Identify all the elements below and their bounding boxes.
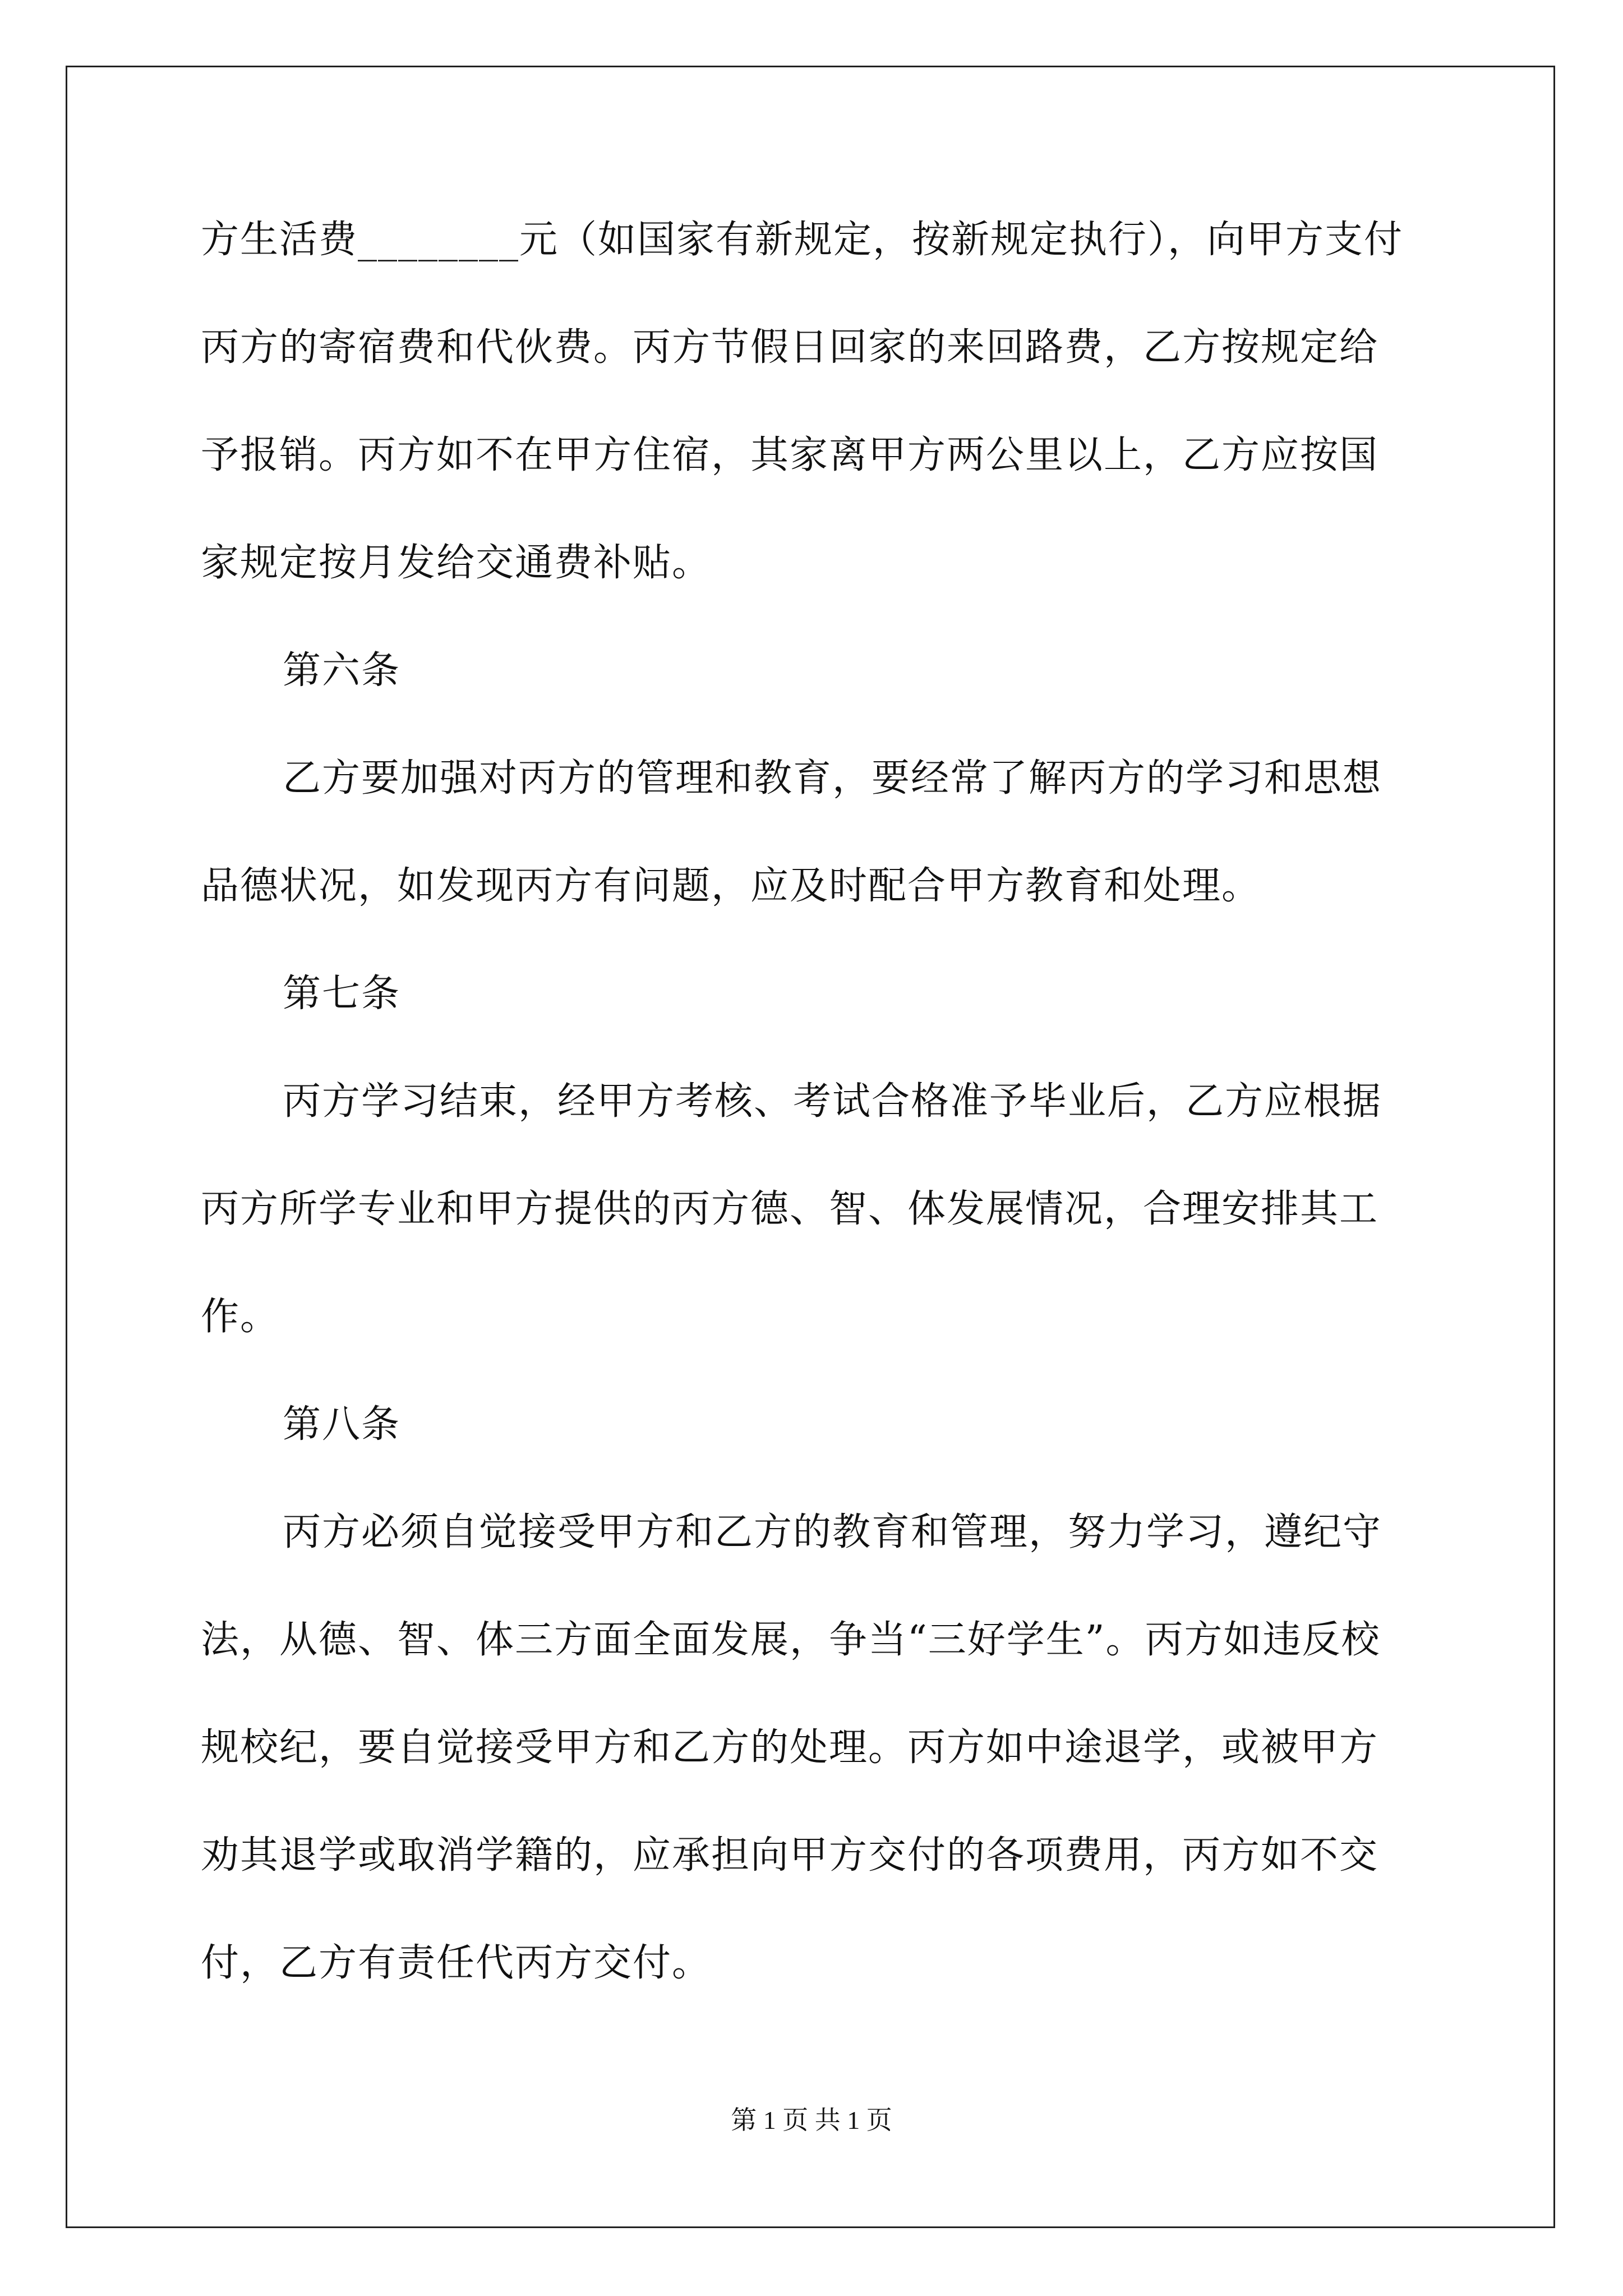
paragraph-line: 丙方必须自觉接受甲方和乙方的教育和管理，努力学习，遵纪守 [283,1510,1382,1554]
paragraph-line: 家规定按月发给交通费补贴。 [201,541,712,585]
paragraph-line: 品德状况，如发现丙方有问题，应及时配合甲方教育和处理。 [201,864,1261,908]
paragraph-line: 规校纪，要自觉接受甲方和乙方的处理。丙方如中途退学，或被甲方 [201,1726,1379,1770]
document-body [201,213,1429,1990]
article-heading: 第八条 [283,1402,401,1447]
paragraph-line: 法，从德、智、体三方面全面发展，争当“三好学生”。丙方如违反校 [201,1618,1381,1662]
paragraph-line: 付，乙方有责任代丙方交付。 [201,1941,712,1985]
paragraph-line: 乙方要加强对丙方的管理和教育，要经常了解丙方的学习和思想 [283,756,1382,800]
page-number-footer: 第 1 页 共 1 页 [731,2106,892,2134]
paragraph-line: 作。 [201,1295,280,1339]
paragraph-line: 丙方的寄宿费和代伙费。丙方节假日回家的来回路费，乙方按规定给 [201,325,1379,370]
paragraph-line: 丙方学习结束，经甲方考核、考试合格准予毕业后，乙方应根据 [283,1079,1382,1124]
paragraph-line: 丙方所学专业和甲方提供的丙方德、智、体发展情况，合理安排其工 [201,1187,1379,1231]
article-heading: 第六条 [283,648,401,693]
article-heading: 第七条 [283,972,401,1016]
paragraph-line: 劝其退学或取消学籍的，应承担向甲方交付的各项费用，丙方如不交 [201,1833,1379,1878]
paragraph-line: 方生活费________元（如国家有新规定，按新规定执行），向甲方支付 [201,218,1404,262]
paragraph-line: 予报销。丙方如不在甲方住宿，其家离甲方两公里以上，乙方应按国 [201,433,1379,477]
